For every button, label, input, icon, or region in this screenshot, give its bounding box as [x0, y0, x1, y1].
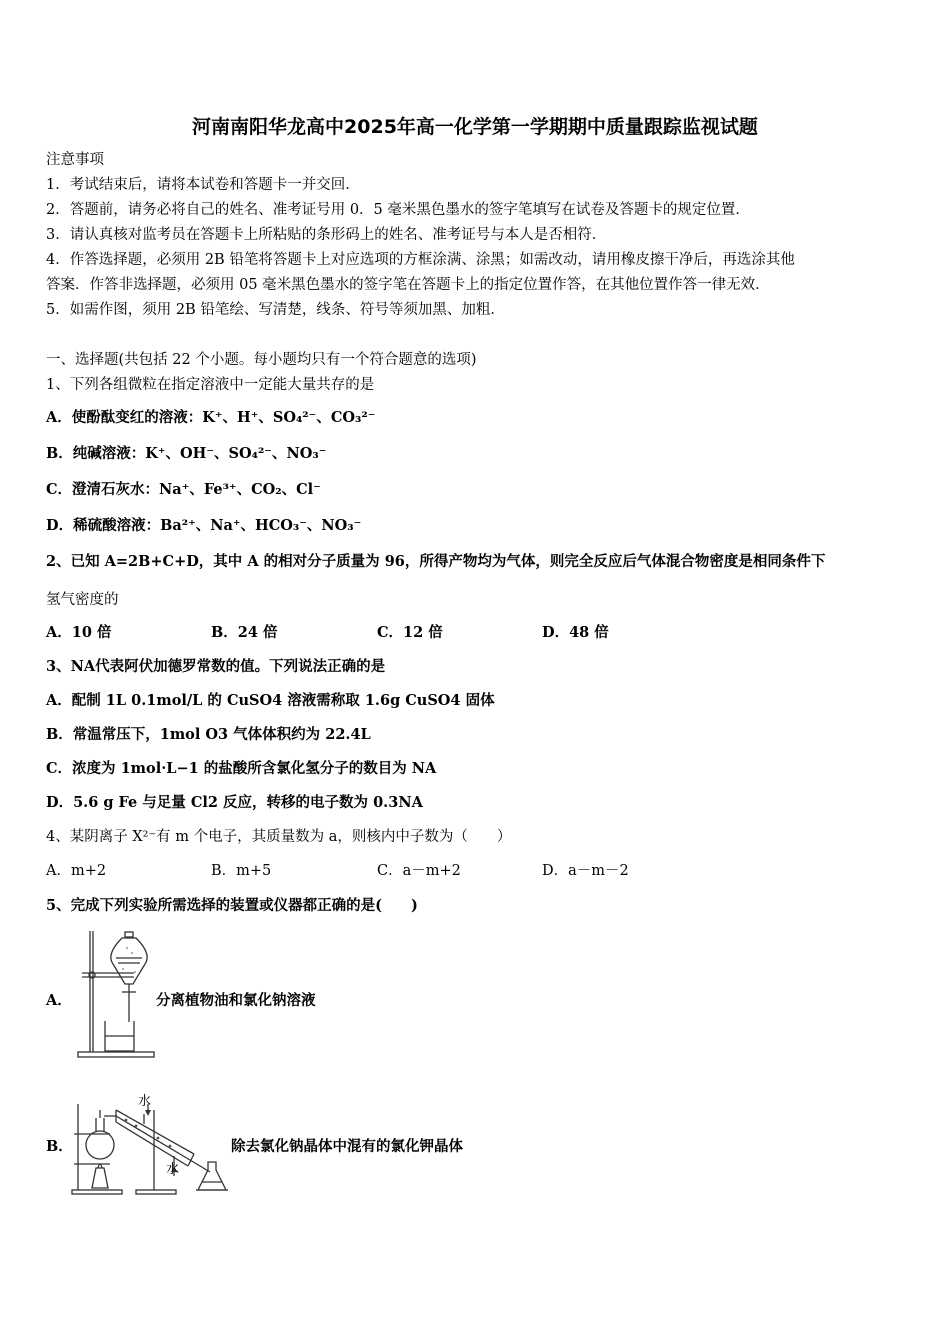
notice-item: 2．答题前，请务必将自己的姓名、准考证号用 0．5 毫米黑色墨水的签字笔填写在试卷及答题卡的规定位置．: [46, 202, 750, 218]
question-1-stem: 1、下列各组微粒在指定溶液中一定能大量共存的是: [46, 377, 375, 393]
page-title: 河南南阳华龙高中2025年高一化学第一学期期中质量跟踪监视试题: [192, 116, 758, 138]
question-4-stem: 4、某阴离子 X²⁻有 m 个电子，其质量数为 a，则核内中子数为（ ）: [46, 829, 512, 845]
question-2-option-d: D．48 倍: [542, 624, 609, 641]
distillation-apparatus-diagram: [70, 1090, 240, 1200]
question-3-stem: 3、NA代表阿伏加德罗常数的值。下列说法正确的是: [46, 658, 386, 675]
question-4-option-c: C．a－m+2: [377, 863, 461, 879]
question-1-option-d: D．稀硫酸溶液：Ba²⁺、Na⁺、HCO₃⁻、NO₃⁻: [46, 517, 362, 534]
question-4-option-a: A．m+2: [46, 863, 107, 879]
question-2-option-c: C．12 倍: [377, 624, 443, 641]
notice-item: 1．考试结束后，请将本试卷和答题卡一并交回．: [46, 177, 360, 193]
separatory-funnel-diagram: [72, 926, 156, 1061]
notice-item: 5．如需作图，须用 2B 铅笔绘、写清楚，线条、符号等须加黑、加粗．: [46, 302, 505, 318]
question-5-option-a-label: A．: [46, 992, 72, 1009]
question-3-option-c: C．浓度为 1mol·L−1 的盐酸所含氯化氢分子的数目为 NA: [46, 760, 437, 777]
question-4-option-b: B．m+5: [211, 863, 272, 879]
notice-heading: 注意事项: [46, 152, 104, 168]
notice-item: 4．作答选择题，必须用 2B 铅笔将答题卡上对应选项的方框涂满、涂黑；如需改动，请用橡皮擦干净后，再选涂其他: [46, 252, 795, 268]
question-5-stem: 5、完成下列实验所需选择的装置或仪器都正确的是( ): [46, 897, 418, 914]
question-3-option-a: A．配制 1L 0.1mol/L 的 CuSO4 溶液需称取 1.6g CuSO4 固体: [46, 692, 495, 709]
notice-item: 3．请认真核对监考员在答题卡上所粘贴的条形码上的姓名、准考证号与本人是否相符．: [46, 227, 607, 243]
water-outlet-label: 水: [138, 1094, 152, 1109]
question-5-option-a-text: 分离植物油和氯化钠溶液: [156, 992, 316, 1009]
question-2-stem-cont: 氢气密度的: [46, 592, 119, 608]
question-3-option-b: B．常温常压下，1mol O3 气体体积约为 22.4L: [46, 726, 371, 743]
question-5-option-b-label: B．: [46, 1138, 73, 1155]
notice-item: 答案．作答非选择题，必须用 05 毫米黑色墨水的签字笔在答题卡上的指定位置作答，在其他位置作答一律无效．: [46, 277, 770, 293]
question-2-option-b: B．24 倍: [211, 624, 278, 641]
section-heading: 一、选择题(共包括 22 个小题。每小题均只有一个符合题意的选项): [46, 352, 477, 368]
question-1-option-c: C．澄清石灰水：Na⁺、Fe³⁺、CO₂、Cl⁻: [46, 481, 321, 498]
question-3-option-d: D．5.6 g Fe 与足量 Cl2 反应，转移的电子数为 0.3NA: [46, 794, 423, 811]
question-2-stem: 2、已知 A=2B+C+D，其中 A 的相对分子质量为 96，所得产物均为气体，则完全反应后气体混合物密度是相同条件下: [46, 553, 826, 570]
question-1-option-a: A．使酚酞变红的溶液：K⁺、H⁺、SO₄²⁻、CO₃²⁻: [46, 409, 376, 426]
question-5-option-b-text: 除去氯化钠晶体中混有的氯化钾晶体: [231, 1138, 463, 1155]
question-2-option-a: A．10 倍: [46, 624, 112, 641]
question-4-option-d: D．a－m－2: [542, 863, 629, 879]
question-1-option-b: B．纯碱溶液：K⁺、OH⁻、SO₄²⁻、NO₃⁻: [46, 445, 327, 462]
water-inlet-label: 水: [166, 1162, 180, 1177]
